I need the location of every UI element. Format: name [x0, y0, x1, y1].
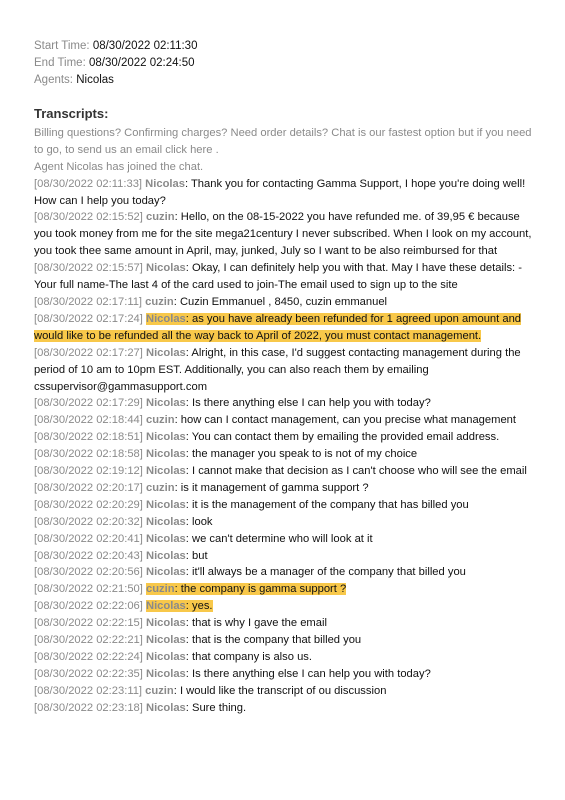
message-timestamp: [08/30/2022 02:17:29] [34, 397, 143, 410]
chat-message [34, 531, 535, 548]
message-text: we can't determine who will look at it [192, 532, 373, 545]
end-time-value: 08/30/2022 02:24:50 [88, 57, 195, 69]
chat-message [34, 446, 535, 463]
message-sender: Nicolas [145, 431, 186, 444]
end-time-label: End Time: [34, 57, 86, 69]
message-text: how can I contact management, can you precise what management [180, 414, 516, 427]
agents-value: Nicolas [76, 74, 114, 86]
transcripts-heading: Transcripts: [34, 106, 109, 121]
message-text: that is the company that billed you [192, 634, 362, 647]
message-timestamp: [08/30/2022 02:11:33] [34, 177, 143, 190]
chat-message [34, 564, 535, 581]
chat-message [34, 463, 535, 480]
message-body: cuzin: how can I contact management, can you precise what management [145, 414, 516, 427]
message-timestamp: [08/30/2022 02:18:58] [34, 448, 143, 461]
message-text: Is there anything else I can help you with today? [192, 667, 431, 680]
chat-message [34, 548, 535, 565]
intro-text: Billing questions? Confirming charges? Need order details? Chat is our fastest option but if you need to go, to send us an email click here . [34, 126, 532, 156]
message-timestamp: [08/30/2022 02:15:57] [34, 262, 143, 275]
message-body: Nicolas: Is there anything else I can help you with today? [145, 667, 431, 680]
message-sender: cuzin [145, 295, 174, 308]
message-text: I would like the transcript of ou discussion [179, 684, 387, 697]
message-sender: Nicolas [145, 498, 186, 511]
message-timestamp: [08/30/2022 02:18:51] [34, 431, 143, 444]
message-body: Nicolas: Alright, in this case, I'd suggest contacting management during the period of 10 am to 10pm EST. Additionally, you can also reach them by emailing cssupervisor@gammasupport.com [34, 346, 521, 393]
message-sender: Nicolas [145, 634, 186, 647]
chat-message [34, 581, 535, 598]
message-text: the company is gamma support ? [180, 583, 347, 596]
chat-message [34, 294, 535, 311]
message-timestamp: [08/30/2022 02:22:24] [34, 651, 143, 663]
message-timestamp: [08/30/2022 02:17:27] [34, 346, 143, 359]
message-sender: Nicolas [145, 617, 186, 630]
message-body: Nicolas: that company is also us. [145, 651, 313, 663]
message-timestamp: [08/30/2022 02:22:21] [34, 634, 143, 647]
message-sender: cuzin [145, 414, 175, 427]
message-text: is it management of gamma support ? [180, 481, 369, 494]
message-body: Nicolas: look [145, 515, 213, 528]
agents-row [34, 72, 197, 89]
chat-message [34, 395, 535, 412]
message-body: Nicolas: it is the management of the company that has billed you [145, 498, 469, 511]
message-timestamp: [08/30/2022 02:17:24] [34, 312, 143, 325]
chat-message [34, 666, 535, 683]
message-list [34, 176, 535, 717]
message-text: it is the management of the company that has billed you [192, 498, 469, 511]
chat-message [34, 209, 535, 260]
message-timestamp: [08/30/2022 02:20:41] [34, 532, 143, 545]
agents-label: Agents: [34, 74, 73, 86]
message-timestamp: [08/30/2022 02:20:29] [34, 498, 143, 511]
start-time-label: Start Time: [34, 40, 90, 52]
start-time-value: 08/30/2022 02:11:30 [92, 40, 198, 52]
message-sender: Nicolas [145, 667, 186, 680]
message-sender: cuzin [145, 211, 175, 224]
message-sender: Nicolas [145, 346, 186, 359]
message-text: that is why I gave the email [192, 617, 327, 630]
chat-message [34, 497, 535, 514]
message-sender: cuzin [145, 481, 175, 494]
message-timestamp: [08/30/2022 02:22:35] [34, 667, 143, 680]
message-text: Sure thing. [192, 701, 247, 714]
message-text: but [192, 549, 208, 562]
message-text: Is there anything else I can help you with today? [192, 397, 431, 410]
session-meta [34, 38, 197, 89]
message-text: Okay, I can definitely help you with that. May I have these details: - Your full name-The last 4 of the card used to join-The email used to sign up to the site [34, 262, 522, 292]
chat-message [34, 649, 535, 666]
message-body: cuzin: Hello, on the 08-15-2022 you have refunded me. of 39,95 € because you took money from me for the site mega21century I never subscribed. When I look on my account, you took thee same amount in April, may, junked, July so I want to be also reimbursed for that [34, 211, 532, 258]
message-body: cuzin: is it management of gamma support ? [145, 481, 369, 494]
message-sender: Nicolas [145, 701, 186, 714]
message-timestamp: [08/30/2022 02:19:12] [34, 465, 143, 478]
message-body: Nicolas: Sure thing. [145, 701, 247, 714]
message-timestamp: [08/30/2022 02:21:50] [34, 583, 143, 596]
transcript-section [34, 106, 535, 717]
chat-message [34, 345, 535, 396]
start-time-row [34, 38, 197, 55]
message-body: cuzin: Cuzin Emmanuel , 8450, cuzin emmanuel [145, 295, 388, 308]
message-sender: Nicolas [145, 448, 186, 461]
message-timestamp: [08/30/2022 02:20:56] [34, 566, 143, 579]
message-timestamp: [08/30/2022 02:22:06] [34, 600, 143, 613]
message-sender: Nicolas [145, 515, 186, 528]
message-text: You can contact them by emailing the provided email address. [191, 431, 500, 444]
message-body: Nicolas: Is there anything else I can help you with today? [145, 397, 431, 410]
message-body: cuzin: I would like the transcript of ou discussion [145, 684, 387, 697]
message-sender: Nicolas [145, 651, 186, 663]
message-body: Nicolas: Okay, I can definitely help you with that. May I have these details: - Your full name-The last 4 of the card used to join-The email used to sign up to the site [34, 262, 522, 292]
agent-joined-notice: Agent Nicolas has joined the chat. [34, 160, 204, 173]
chat-message [34, 700, 535, 717]
message-text: as you have already been refunded for 1 agreed upon amount and would like to be refunded all the way back to April of 2022, you must contact management. [34, 312, 522, 342]
message-sender: cuzin [145, 583, 175, 596]
message-body: Nicolas: as you have already been refunded for 1 agreed upon amount and would like to be refunded all the way back to April of 2022, you must contact management. [34, 312, 522, 342]
message-timestamp: [08/30/2022 02:17:11] [34, 295, 143, 308]
message-timestamp: [08/30/2022 02:23:11] [34, 684, 143, 697]
message-text: it'll always be a manager of the company that billed you [192, 566, 466, 579]
message-text: yes. [192, 600, 213, 613]
chat-message [34, 683, 535, 700]
message-text: Hello, on the 08-15-2022 you have refunded me. of 39,95 € because you took money from me for the site mega21century I never subscribed. When I look on my account, you took thee same amount in April, may, junked, July so I want to be also reimbursed for that [34, 211, 532, 258]
message-body: Nicolas: that is why I gave the email [145, 617, 327, 630]
chat-message [34, 176, 535, 210]
message-body: Nicolas: the manager you speak to is not of my choice [145, 448, 418, 461]
message-sender: Nicolas [145, 549, 186, 562]
chat-message [34, 632, 535, 649]
chat-message [34, 480, 535, 497]
message-text: look [192, 515, 213, 528]
message-sender: Nicolas [145, 600, 186, 613]
message-sender: Nicolas [145, 397, 186, 410]
message-sender: Nicolas [145, 262, 186, 275]
message-text: the manager you speak to is not of my choice [192, 448, 418, 461]
message-sender: Nicolas [145, 532, 186, 545]
message-sender: cuzin [145, 684, 174, 697]
chat-message [34, 598, 535, 615]
message-text: I cannot make that decision as I can't choose who will see the email [192, 465, 527, 478]
message-body: Nicolas: Thank you for contacting Gamma Support, I hope you're doing well! How can I help you today? [34, 177, 526, 207]
message-sender: Nicolas [145, 465, 186, 478]
message-sender: Nicolas [145, 177, 185, 190]
message-timestamp: [08/30/2022 02:20:32] [34, 515, 143, 528]
message-body: cuzin: the company is gamma support ? [145, 583, 347, 596]
message-sender: Nicolas [145, 312, 186, 325]
chat-message [34, 429, 535, 446]
message-body: Nicolas: but [145, 549, 208, 562]
message-timestamp: [08/30/2022 02:23:18] [34, 701, 143, 714]
end-time-row [34, 55, 197, 72]
chat-message [34, 260, 535, 294]
message-body: Nicolas: that is the company that billed you [145, 634, 362, 647]
chat-message [34, 615, 535, 632]
chat-message [34, 412, 535, 429]
chat-message [34, 514, 535, 531]
message-text: Thank you for contacting Gamma Support, I hope you're doing well! How can I help you today? [34, 177, 526, 207]
message-text: that company is also us. [192, 651, 313, 663]
message-sender: Nicolas [145, 566, 186, 579]
chat-message [34, 311, 535, 345]
message-text: Alright, in this case, I'd suggest contacting management during the period of 10 am to 10pm EST. Additionally, you can also reach them by emailing cssupervisor@gammasupport.com [34, 346, 521, 393]
message-body: Nicolas: You can contact them by emailing the provided email address. [145, 431, 500, 444]
message-timestamp: [08/30/2022 02:22:15] [34, 617, 143, 630]
message-body: Nicolas: we can't determine who will look at it [145, 532, 373, 545]
message-body: Nicolas: yes. [145, 600, 213, 613]
message-body: Nicolas: it'll always be a manager of the company that billed you [145, 566, 466, 579]
message-body: Nicolas: I cannot make that decision as I can't choose who will see the email [145, 465, 527, 478]
message-timestamp: [08/30/2022 02:20:43] [34, 549, 143, 562]
message-timestamp: [08/30/2022 02:18:44] [34, 414, 143, 427]
message-timestamp: [08/30/2022 02:15:52] [34, 211, 143, 224]
message-timestamp: [08/30/2022 02:20:17] [34, 481, 143, 494]
message-text: Cuzin Emmanuel , 8450, cuzin emmanuel [179, 295, 388, 308]
